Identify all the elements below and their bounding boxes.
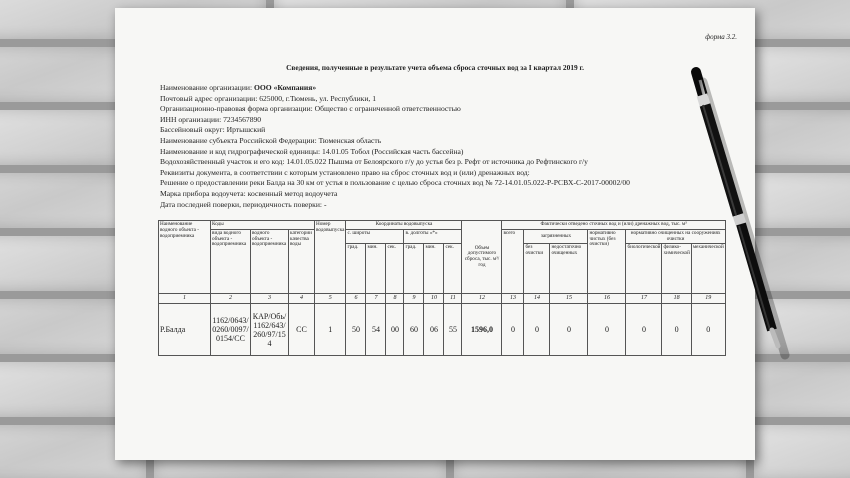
header-lon-deg: град.: [404, 244, 424, 294]
col-num: 7: [366, 294, 386, 304]
header-lon: в. долготы «*»: [404, 229, 462, 244]
col-num: 11: [444, 294, 462, 304]
col-num: 6: [346, 294, 366, 304]
cell-total: 0: [502, 304, 524, 356]
cell-insufficient: 0: [550, 304, 588, 356]
form-number: форма 3.2.: [705, 33, 737, 41]
col-num: 4: [289, 294, 315, 304]
col-num: 14: [524, 294, 550, 304]
cell-code-vo: КАР/Обь/1162/643/260/97/154: [251, 304, 289, 356]
info-line: ИНН организации: 7234567890: [160, 114, 262, 124]
header-lat-sec: сек.: [386, 244, 404, 294]
cell-physchem: 0: [662, 304, 691, 356]
cell-lat-min: 54: [366, 304, 386, 356]
header-category: категории качества воды: [289, 229, 315, 294]
header-total: всего: [502, 229, 524, 294]
document-title: Сведения, полученные в результате учета объема сброса сточных вод за I квартал 2019 г.: [286, 63, 584, 72]
pen-icon: [696, 72, 785, 355]
header-norm-treated: нормативно очищенных на сооружениях очистки: [626, 229, 725, 244]
info-line: Дата последней поверки, периодичность поверки: -: [160, 199, 327, 209]
info-line: Организационно-правовая форма организации: Общество с ограниченной ответственностью: [160, 104, 461, 114]
cell-mech: 0: [691, 304, 725, 356]
cell-lon-deg: 60: [404, 304, 424, 356]
col-num: 2: [211, 294, 251, 304]
info-line: Наименование и код гидрографической единицы: 14.01.05 Тобол (Российская часть бассейна): [160, 146, 464, 156]
cell-lon-min: 06: [424, 304, 444, 356]
col-num: 10: [424, 294, 444, 304]
info-line: Марка прибора водоучета: косвенный метод водоучета: [160, 188, 338, 198]
info-line: Водохозяйственный участок и его код: 14.01.05.022 Пышма от Белоярского г/у до устья без р. Рефт от источника до Рефтинского г/у: [160, 157, 588, 167]
col-num: 12: [462, 294, 502, 304]
col-num: 17: [626, 294, 662, 304]
cell-lat-sec: 00: [386, 304, 404, 356]
info-line: Бассейновый округ: Иртышский: [160, 125, 266, 135]
header-lat-deg: град.: [346, 244, 366, 294]
col-num: 5: [315, 294, 346, 304]
org-label: Наименование организации:: [160, 83, 254, 92]
col-num: 9: [404, 294, 424, 304]
cell-code-obj: 1162/0643/0260/0097/0154/СС: [211, 304, 251, 356]
header-no-treat: без очистки: [524, 244, 550, 294]
col-num: 13: [502, 294, 524, 304]
col-num: 16: [588, 294, 626, 304]
col-num: 8: [386, 294, 404, 304]
header-lat-min: мин.: [366, 244, 386, 294]
cell-name: Р.Балда: [159, 304, 211, 356]
cell-norm-clean: 0: [588, 304, 626, 356]
header-name: Наименование водного объекта - водоприемника: [159, 221, 211, 294]
col-num: 19: [691, 294, 725, 304]
header-number: Номер водовыпуска: [315, 221, 346, 294]
cell-no-treat: 0: [524, 304, 550, 356]
header-codes: Коды: [211, 221, 315, 230]
cell-lon-sec: 55: [444, 304, 462, 356]
col-num: 3: [251, 294, 289, 304]
info-line: Наименование субъекта Российской Федерации: Тюменская область: [160, 135, 382, 145]
col-num: 15: [550, 294, 588, 304]
header-bio: биологической: [626, 244, 662, 294]
cell-bio: 0: [626, 304, 662, 356]
org-name: ООО «Компания»: [253, 83, 317, 92]
cell-volume: 1596,0: [462, 304, 502, 356]
header-polluted: загрязненных: [524, 229, 588, 244]
header-lon-sec: сек.: [444, 244, 462, 294]
header-lat: с. широты: [346, 229, 404, 244]
cell-category: СС: [289, 304, 315, 356]
col-num: 18: [662, 294, 691, 304]
header-code-vo: водного объекта - водоприемника: [251, 229, 289, 294]
cell-number: 1: [315, 304, 346, 356]
header-actual: Фактически отведено сточных вод и (или) дренажных вод, тыс. м³: [502, 221, 725, 230]
info-line: Реквизиты документа, в соответствии с которым установлено право на сброс сточных вод и (или) дренажных вод:: [160, 167, 530, 177]
info-line: Почтовый адрес организации: 625000, г.Тюмень, ул. Республики, 1: [160, 93, 377, 103]
header-code-obj: вида водного объекта - водоприемника: [211, 229, 251, 294]
cell-lat-deg: 50: [346, 304, 366, 356]
header-lon-min: мин.: [424, 244, 444, 294]
info-line: Решение о предоставлении реки Балда на 30 км от устья в пользование с целью сброса сточных вод № 72-14.01.05.022-Р-РСВХ-С-2017-00002/00: [160, 178, 630, 188]
header-norm-clean: нормативно чистых (без очистки): [588, 229, 626, 294]
header-volume: Объем допустимого сброса, тыс. м³/год: [462, 221, 502, 294]
header-coords: Координаты водовыпуска: [346, 221, 462, 230]
header-physchem: физико-химической: [662, 244, 691, 294]
header-insufficient: недостаточно очищенных: [550, 244, 588, 294]
header-mech: механической: [691, 244, 725, 294]
col-num: 1: [159, 294, 211, 304]
